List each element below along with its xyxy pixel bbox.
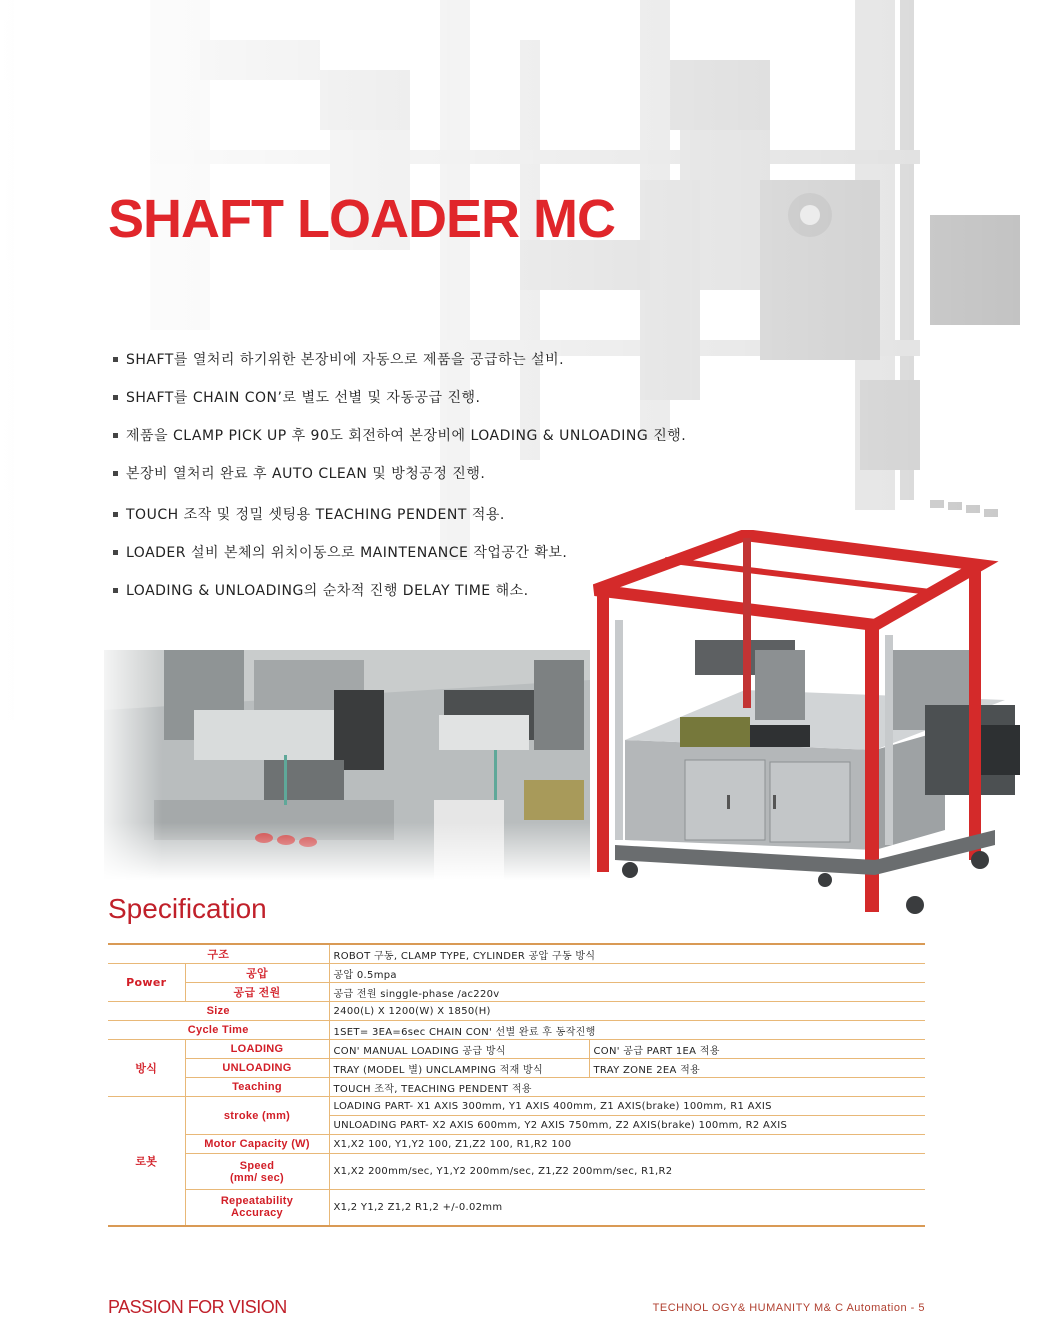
power-group-label: Power xyxy=(108,964,185,1002)
stroke-label: stroke (mm) xyxy=(185,1097,329,1135)
size-label: Size xyxy=(108,1002,329,1021)
robot-group-label: 로봇 xyxy=(108,1097,185,1226)
loading-label: LOADING xyxy=(185,1040,329,1059)
table-row xyxy=(108,1078,925,1097)
footer-slogan: PASSION FOR VISION xyxy=(108,1297,287,1317)
list-item: 본장비 열처리 완료 후 AUTO CLEAN 및 방청공정 진행. xyxy=(113,454,686,492)
bullet-square-icon xyxy=(113,357,118,362)
motor-capacity-value: X1,X2 100, Y1,Y2 100, Z1,Z2 100, R1,R2 100 xyxy=(329,1135,925,1154)
air-value: 공압 0.5mpa xyxy=(329,964,925,983)
bullet-square-icon xyxy=(113,512,118,517)
table-row xyxy=(108,1059,925,1078)
stroke-value-1: LOADING PART- X1 AXIS 300mm, Y1 AXIS 400mm, Z1 AXIS(brake) 100mm, R1 AXIS xyxy=(329,1097,925,1116)
table-row xyxy=(108,1002,925,1021)
size-value: 2400(L) X 1200(W) X 1850(H) xyxy=(329,1002,925,1021)
structure-value: ROBOT 구동, CLAMP TYPE, CYLINDER 공압 구동 방식 xyxy=(329,944,925,964)
machine-render-image xyxy=(585,530,1030,925)
table-row xyxy=(108,944,925,964)
specification-heading: Specification xyxy=(108,893,267,924)
cycle-time-value: 1SET= 3EA=6sec CHAIN CON' 선별 완료 후 동작진행 xyxy=(329,1021,925,1040)
gantry-closeup-image xyxy=(104,650,590,880)
repeatability-label: Repeatability Accuracy xyxy=(185,1190,329,1226)
motor-capacity-label: Motor Capacity (W) xyxy=(185,1135,329,1154)
structure-label: 구조 xyxy=(108,944,329,964)
table-row xyxy=(108,1040,925,1059)
unloading-value-a: TRAY (MODEL 별) UNCLAMPING 적재 방식 xyxy=(329,1059,589,1078)
speed-value: X1,X2 200mm/sec, Y1,Y2 200mm/sec, Z1,Z2 200mm/sec, R1,R2 xyxy=(329,1154,925,1190)
cycle-time-label: Cycle Time xyxy=(108,1021,329,1040)
supply-value: 공급 전원 singgle-phase /ac220v xyxy=(329,983,925,1002)
stroke-value-2: UNLOADING PART- X2 AXIS 600mm, Y2 AXIS 750mm, Z2 AXIS(brake) 100mm, R2 AXIS xyxy=(329,1116,925,1135)
speed-label: Speed (mm/ sec) xyxy=(185,1154,329,1190)
unloading-label: UNLOADING xyxy=(185,1059,329,1078)
air-label: 공압 xyxy=(185,964,329,983)
list-item: SHAFT를 열처리 하기위한 본장비에 자동으로 제품을 공급하는 설비. xyxy=(113,340,686,378)
repeatability-value: X1,2 Y1,2 Z1,2 R1,2 +/-0.02mm xyxy=(329,1190,925,1226)
bullet-square-icon xyxy=(113,588,118,593)
bullet-square-icon xyxy=(113,471,118,476)
list-item: LOADER 설비 본체의 위치이동으로 MAINTENANCE 작업공간 확보. xyxy=(113,533,686,571)
table-row xyxy=(108,964,925,983)
method-group-label: 방식 xyxy=(108,1040,185,1097)
bullet-square-icon xyxy=(113,433,118,438)
page-title: SHAFT LOADER MC xyxy=(108,189,615,249)
table-row xyxy=(108,1021,925,1040)
teaching-value: TOUCH 조작, TEACHING PENDENT 적용 xyxy=(329,1078,925,1097)
table-row xyxy=(108,983,925,1002)
list-item: 제품을 CLAMP PICK UP 후 90도 회전하여 본장비에 LOADING & UNLOADING 진행. xyxy=(113,416,686,454)
specification-table xyxy=(108,943,925,1227)
bullet-square-icon xyxy=(113,395,118,400)
table-row xyxy=(108,1190,925,1226)
footer-page-info: TECHNOL OGY& HUMANITY M& C Automation - 5 xyxy=(652,1302,925,1314)
unloading-value-b: TRAY ZONE 2EA 적용 xyxy=(589,1059,925,1078)
list-item: TOUCH 조작 및 정밀 셋팅용 TEACHING PENDENT 적용. xyxy=(113,495,686,533)
loading-value-a: CON' MANUAL LOADING 공급 방식 xyxy=(329,1040,589,1059)
table-row xyxy=(108,1135,925,1154)
list-item: SHAFT를 CHAIN CON’로 별도 선별 및 자동공급 진행. xyxy=(113,378,686,416)
table-row xyxy=(108,1154,925,1190)
list-item: LOADING & UNLOADING의 순차적 진행 DELAY TIME 해소. xyxy=(113,571,686,609)
loading-value-b: CON' 공급 PART 1EA 적용 xyxy=(589,1040,925,1059)
teaching-label: Teaching xyxy=(185,1078,329,1097)
table-row xyxy=(108,1097,925,1116)
bullet-square-icon xyxy=(113,550,118,555)
supply-label: 공급 전원 xyxy=(185,983,329,1002)
